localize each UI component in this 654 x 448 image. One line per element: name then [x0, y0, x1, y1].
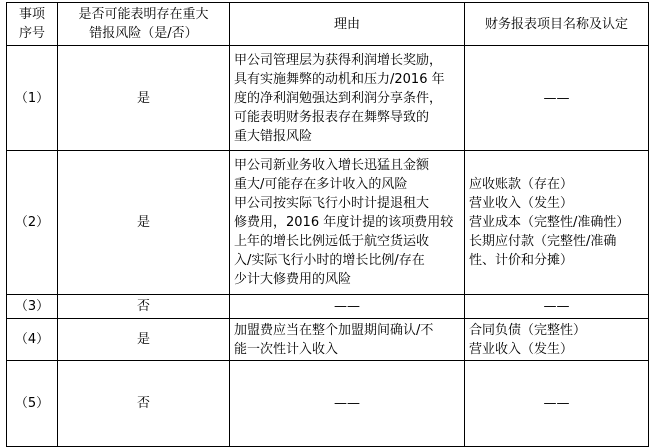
table-row [7, 46, 649, 151]
table-row [7, 295, 649, 319]
statement-items: —— [465, 295, 649, 319]
header-row [7, 3, 649, 46]
statement-items: —— [465, 361, 649, 447]
table-row [7, 151, 649, 295]
risk-indicator: 是 [58, 151, 230, 295]
risk-indicator: 是 [58, 46, 230, 151]
risk-assessment-table [6, 2, 649, 447]
reason-text: 甲公司管理层为获得利润增长奖励， 具有实施舞弊的动机和压力/2016 年 度的净利润勉强达到利润分享条件， 可能表明财务报表存在舞弊导致的 重大错报风险 [230, 46, 465, 151]
item-number: （3） [7, 295, 58, 319]
header-risk-indicator: 是否可能表明存在重大 错报风险（是/否） [58, 3, 230, 46]
risk-indicator: 是 [58, 319, 230, 361]
item-number: （5） [7, 361, 58, 447]
item-number: （2） [7, 151, 58, 295]
reason-text: 甲公司新业务收入增长迅猛且金额 重大/可能存在多计收入的风险 甲公司按实际飞行小时计提退租大 修费用，2016 年度计提的该项费用较 上年的增长比例远低于航空货运收 入/实际飞行小时的增长比例/存在 少计大修费用的风险 [230, 151, 465, 295]
table-row [7, 361, 649, 447]
risk-indicator: 否 [58, 361, 230, 447]
reason-text: 加盟费应当在整个加盟期间确认/不 能一次性计入收入 [230, 319, 465, 361]
header-item-number: 事项 序号 [7, 3, 58, 46]
statement-items: 合同负债（完整性） 营业收入（发生） [465, 319, 649, 361]
reason-text: —— [230, 295, 465, 319]
header-statement-items: 财务报表项目名称及认定 [465, 3, 649, 46]
header-reason: 理由 [230, 3, 465, 46]
item-number: （1） [7, 46, 58, 151]
reason-text: —— [230, 361, 465, 447]
statement-items: 应收账款（存在） 营业收入（发生） 营业成本（完整性/准确性） 长期应付款（完整性/准确 性、计价和分摊） [465, 151, 649, 295]
item-number: （4） [7, 319, 58, 361]
risk-indicator: 否 [58, 295, 230, 319]
statement-items: —— [465, 46, 649, 151]
table-row [7, 319, 649, 361]
